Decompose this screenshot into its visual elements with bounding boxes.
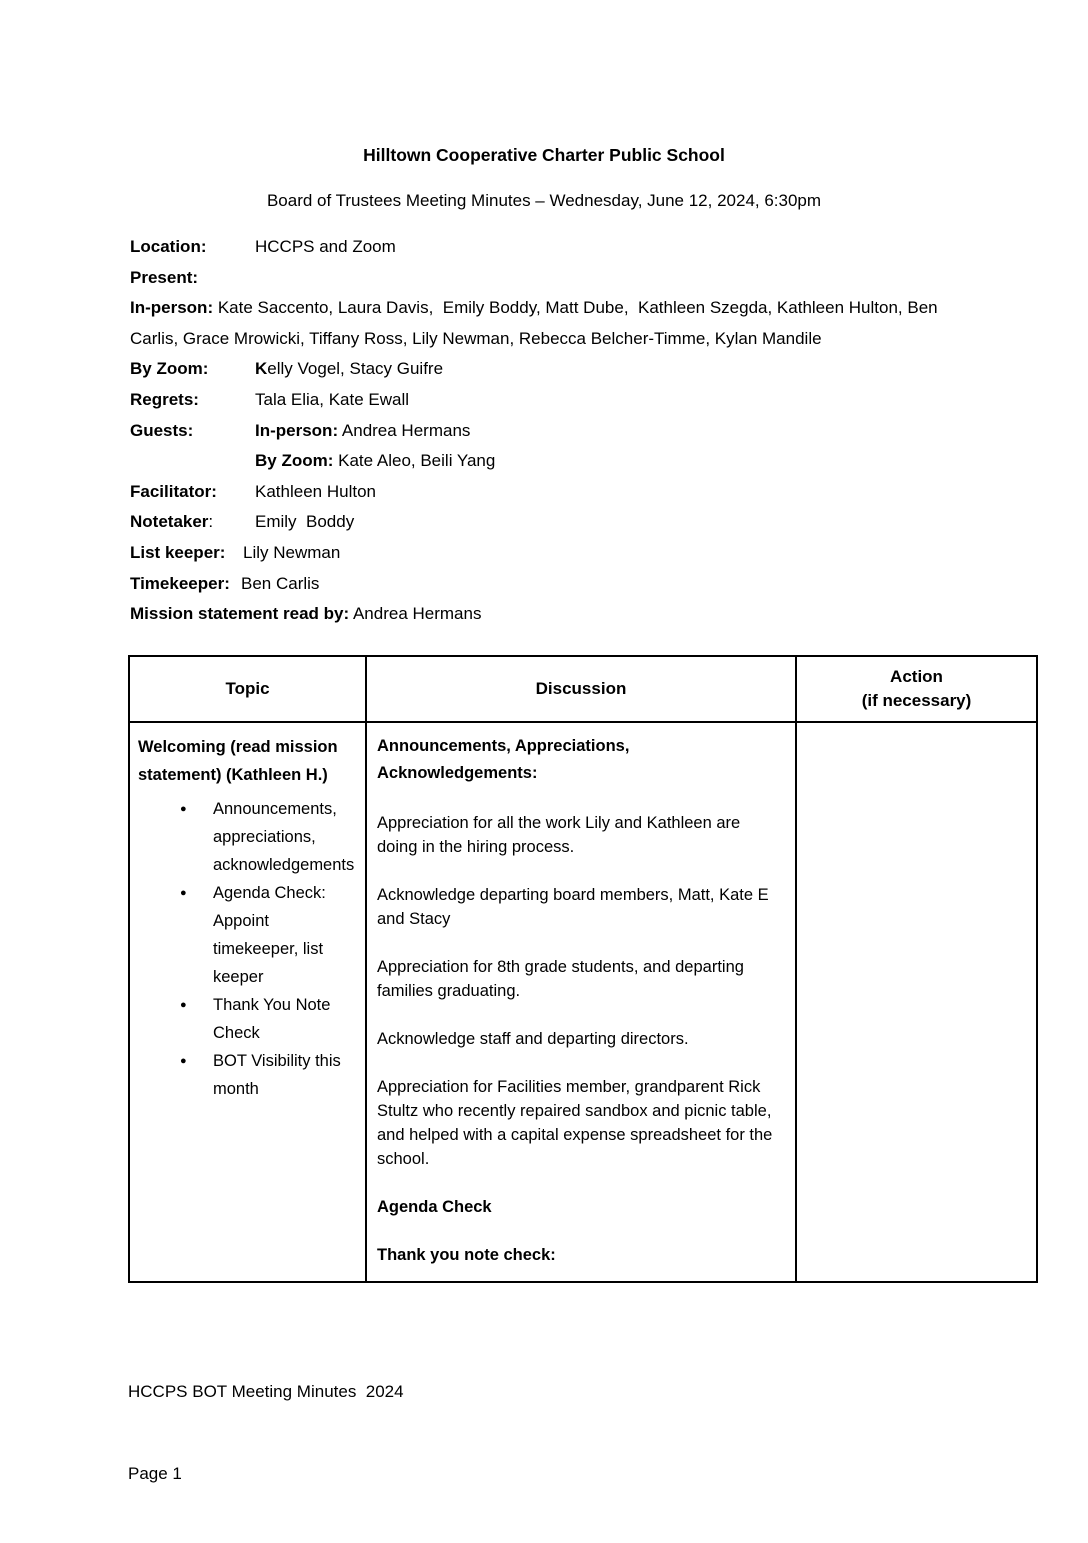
- info-row-guests-byzoom: [130, 446, 962, 477]
- notetaker-label: Notetaker:: [130, 512, 214, 532]
- info-row-timekeeper: [130, 569, 962, 600]
- column-header-action: [796, 656, 1037, 722]
- discussion-subheading-thank-you-note-check: Thank you note check:: [377, 1245, 556, 1264]
- discussion-heading: Announcements, Appreciations, Acknowledgements:: [377, 736, 634, 782]
- discussion-paragraph: Appreciation for 8th grade students, and departing families graduating.: [377, 957, 749, 1000]
- bullet-text: Agenda Check: Appoint timekeeper, list keeper: [213, 883, 326, 986]
- info-row-mission: [130, 599, 962, 630]
- notetaker-value: Emily Boddy: [255, 512, 355, 532]
- location-value: HCCPS and Zoom: [255, 237, 396, 256]
- facilitator-value: Kathleen Hulton: [255, 481, 376, 501]
- list-item: [138, 879, 357, 991]
- guests-byzoom-label: By Zoom:: [255, 451, 334, 471]
- location-label: Location:: [130, 237, 207, 256]
- column-header-action-line2: (if necessary): [861, 690, 972, 710]
- list-item: [138, 991, 357, 1047]
- minutes-table: [128, 655, 1038, 1283]
- byzoom-value-bold-prefix: K: [255, 359, 268, 379]
- page-footer: [128, 1323, 1088, 1543]
- bullet-icon: ●: [180, 802, 187, 815]
- column-header-action-line1: Action: [890, 666, 943, 686]
- listkeeper-label: List keeper:: [130, 542, 226, 562]
- timekeeper-label: Timekeeper:: [130, 573, 230, 593]
- topic-title: Welcoming (read mission statement) (Kathleen H.): [138, 737, 338, 784]
- discussion-paragraph: Acknowledge departing board members, Matt, Kate E and Stacy: [377, 885, 774, 928]
- mission-label: Mission statement read by:: [130, 604, 350, 624]
- discussion-paragraph: Appreciation for Facilities member, grandparent Rick Stultz who recently repaired sandbox and picnic table, and helped with a capital expense spreadsheet for the school.: [377, 1077, 777, 1168]
- topic-cell: [129, 722, 366, 1282]
- column-header-discussion: Discussion: [366, 656, 796, 722]
- inperson-value: Kate Saccento, Laura Davis, Emily Boddy, Matt Dube, Kathleen Szegda, Kathleen Hulton, Ben Carlis, Grace Mrowicki, Tiffany Ross, Lily Newman, Rebecca Belcher-Timme, Kylan Mandile: [130, 298, 943, 348]
- info-row-facilitator: [130, 477, 962, 508]
- regrets-value: Tala Elia, Kate Ewall: [255, 389, 410, 409]
- byzoom-label: By Zoom:: [130, 359, 209, 379]
- guests-byzoom-value: Kate Aleo, Beili Yang: [333, 451, 496, 471]
- guests-inperson-label: In-person:: [255, 420, 339, 440]
- facilitator-label: Facilitator:: [130, 481, 217, 501]
- info-row-guests-inperson: [130, 416, 962, 447]
- table-row: [129, 722, 1037, 1282]
- footer-doc-label: HCCPS BOT Meeting Minutes 2024: [128, 1381, 404, 1401]
- discussion-paragraph: Appreciation for all the work Lily and Kathleen are doing in the hiring process.: [377, 813, 745, 856]
- column-header-topic: Topic: [129, 656, 366, 722]
- info-row-byzoom: [130, 354, 962, 385]
- action-cell: [796, 722, 1037, 1282]
- bullet-text: Thank You Note Check: [213, 995, 331, 1042]
- meeting-info: [130, 232, 962, 630]
- byzoom-value: elly Vogel, Stacy Guifre: [267, 359, 444, 379]
- discussion-cell: [366, 722, 796, 1282]
- document-title: Hilltown Cooperative Charter Public School: [363, 145, 725, 165]
- footer-page-number: Page 1: [128, 1464, 182, 1484]
- list-item: [138, 795, 357, 879]
- info-row-notetaker: [130, 507, 962, 538]
- list-item: [138, 1047, 357, 1103]
- topic-bullet-list: [138, 795, 357, 1103]
- discussion-subheading-agenda-check: Agenda Check: [377, 1197, 492, 1216]
- regrets-label: Regrets:: [130, 389, 199, 409]
- bullet-icon: ●: [180, 1054, 187, 1067]
- info-row-present: [130, 263, 962, 294]
- info-row-inperson: [130, 293, 962, 354]
- guests-label: Guests:: [130, 420, 194, 440]
- bullet-icon: ●: [180, 886, 187, 899]
- inperson-label: In-person:: [130, 298, 214, 318]
- discussion-paragraph: Acknowledge staff and departing directors.: [377, 1029, 689, 1048]
- timekeeper-value: Ben Carlis: [241, 573, 320, 593]
- mission-value: Andrea Hermans: [349, 604, 482, 624]
- table-header-row: [129, 656, 1037, 722]
- bullet-text: Announcements, appreciations, acknowledgements: [213, 799, 355, 874]
- bullet-text: BOT Visibility this month: [213, 1051, 341, 1098]
- info-row-listkeeper: [130, 538, 962, 569]
- listkeeper-value: Lily Newman: [243, 542, 341, 562]
- bullet-icon: ●: [180, 998, 187, 1011]
- document-subtitle: Board of Trustees Meeting Minutes – Wednesday, June 12, 2024, 6:30pm: [266, 191, 822, 210]
- info-row-regrets: [130, 385, 962, 416]
- info-row-location: [130, 232, 962, 263]
- present-label: Present:: [130, 267, 199, 287]
- guests-inperson-value: Andrea Hermans: [338, 420, 471, 440]
